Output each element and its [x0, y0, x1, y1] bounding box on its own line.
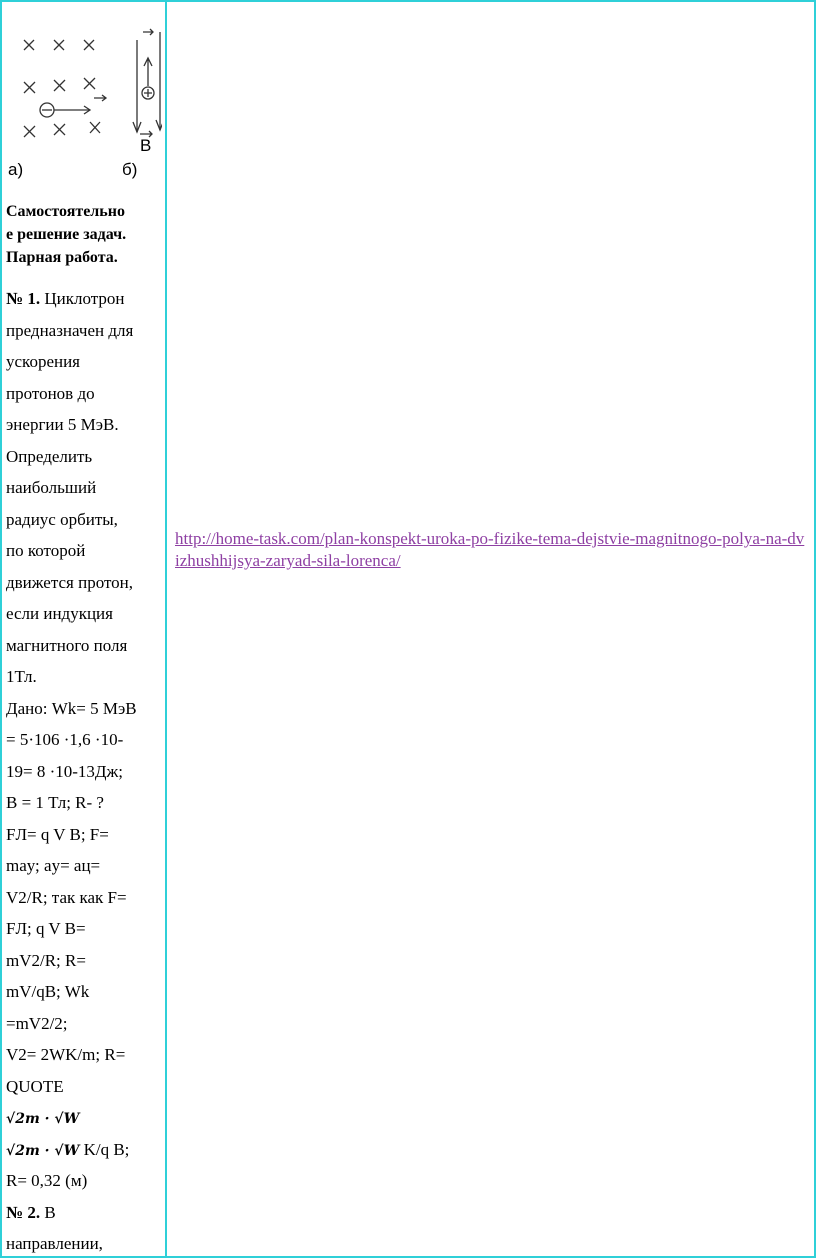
problem-line: =mV2/2; — [6, 1013, 68, 1033]
problem-line: Дано: Wk= 5 МэВ — [6, 698, 137, 718]
problem-line: V2= 2WK/m; R= — [6, 1045, 126, 1064]
field-diagram-svg — [6, 22, 162, 184]
magnetic-field-figure — [6, 22, 162, 184]
problem-line: Определить — [6, 446, 93, 466]
field-cross-icon — [54, 124, 65, 135]
field-cross-icon — [54, 80, 65, 91]
field-cross-icon — [84, 40, 94, 50]
problem-line: магнитного поля — [6, 635, 128, 655]
problem2-line: направлении, — [6, 1234, 103, 1253]
problem2-heading — [6, 1197, 158, 1229]
problem-line: радиус орбиты, — [6, 509, 118, 529]
formula-sqrt: √2m · √W — [6, 1111, 80, 1127]
problem-line: протонов до — [6, 383, 95, 403]
field-cross-icon — [24, 40, 34, 50]
subheading-line: Самостоятельно — [6, 203, 125, 220]
problem1-first-line: Циклотрон — [44, 289, 125, 308]
section-subheading — [6, 200, 156, 269]
formula-image — [6, 1102, 158, 1134]
table-border-left — [0, 0, 2, 1258]
problem-line: наибольший — [6, 478, 97, 497]
problem-line: В = 1 Тл; R- ? — [6, 793, 104, 812]
problem2-first-word: В — [44, 1202, 56, 1222]
problem-line: mV/qB; Wk — [6, 982, 90, 1001]
figure-label-b: б) — [122, 160, 138, 179]
field-cross-icon — [24, 126, 35, 137]
formula-line — [6, 1134, 158, 1166]
problem1-result: R= 0,32 (м) — [6, 1171, 88, 1190]
problem-line: предназначен для — [6, 320, 134, 340]
problem1-number: № 1. — [6, 289, 41, 308]
problem-line: 19= 8 ·10-13Дж; — [6, 761, 123, 781]
subheading-line: Парная работа. — [6, 249, 118, 266]
field-cross-icon — [90, 122, 100, 133]
problem-line: mV2/R; R= — [6, 950, 86, 970]
field-cross-icon — [84, 78, 95, 89]
table-border-top — [0, 0, 816, 2]
field-cross-icon — [24, 82, 35, 93]
problem-line: FЛ; q V B= — [6, 919, 86, 938]
problem-line: если индукция — [6, 604, 113, 623]
field-cross-icon — [54, 40, 64, 50]
problem-line: maу; aу= aц= — [6, 856, 101, 875]
formula-sqrt-repeat: √2m · √W — [6, 1142, 80, 1159]
problem1-heading — [6, 283, 158, 315]
problem-line: движется протон, — [6, 572, 134, 592]
figure-label-a: а) — [8, 160, 24, 179]
source-link[interactable]: http://home-task.com/plan-konspekt-uroka-po-fizike-tema-dejstvie-magnitnogo-polya-na-dvizhushhijsya-zaryad-sila-lorenca/ — [175, 529, 805, 570]
problem2-number: № 2. — [6, 1202, 41, 1222]
problem-line: энергии 5 МэВ. — [6, 415, 119, 434]
vector-b-label: B — [140, 136, 152, 155]
problem-line: QUOTE — [6, 1076, 64, 1096]
formula-suffix: K/q B; — [79, 1139, 130, 1159]
subheading-line: е решение задач. — [6, 226, 127, 243]
problem-line: ускорения — [6, 352, 81, 371]
problem-line: V2/R; так как F= — [6, 887, 127, 907]
problem-text — [6, 283, 158, 1260]
table-column-divider — [165, 0, 167, 1258]
problem-line: = 5·106 ·1,6 ·10- — [6, 730, 124, 749]
problem-line: по которой — [6, 541, 86, 560]
problem-line: 1Тл. — [6, 667, 37, 686]
problem-line: FЛ= q V B; F= — [6, 824, 109, 844]
